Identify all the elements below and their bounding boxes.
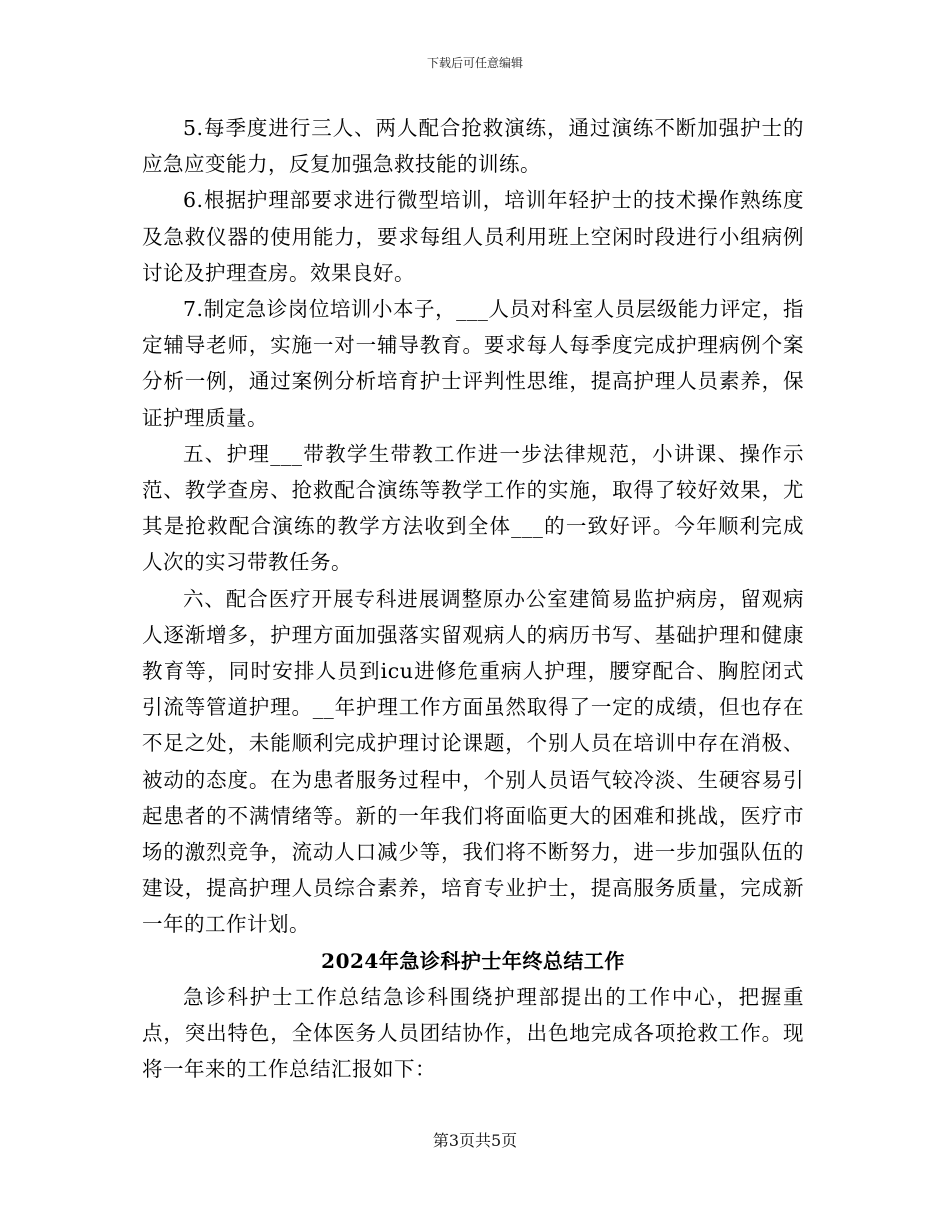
paragraph-section-6: 六、配合医疗开展专科进展调整原办公室建简易监护病房，留观病人逐渐增多，护理方面加强落实留观病人的病历书写、基础护理和健康教育等，同时安排人员到icu进修危重病人护理，腰穿配合、胸腔闭式引流等管道护理。__年护理工作方面虽然取得了一定的成绩，但也存在不足之处，未能顺利完成护理讨论课题，个别人员在培训中存在消极、被动的态度。在为患者服务过程中，个别人员语气较冷淡、生硬容易引起患者的不满情绪等。新的一年我们将面临更大的困难和挑战，医疗市场的激烈竞争，流动人口减少等，我们将不断努力，进一步加强队伍的建设，提高护理人员综合素养，培育专业护士，提高服务质量，完成新一年的工作计划。 [142,586,804,937]
page-number-footer: 第3页共5页 [432,1131,518,1150]
document-body [142,110,804,1087]
paragraph-item-5: 5.每季度进行三人、两人配合抢救演练，通过演练不断加强护士的应急应变能力，反复加强急救技能的训练。 [142,116,804,177]
paragraph-section-5: 五、护理___带教学生带教工作进一步法律规范，小讲课、操作示范、教学查房、抢救配合演练等教学工作的实施，取得了较好效果，尤其是抢救配合演练的教学方法收到全体___的一致好评。今年顺利完成人次的实习带教任务。 [142,441,804,575]
section-intro-paragraph: 急诊科护士工作总结急诊科围绕护理部提出的工作中心，把握重点，突出特色，全体医务人员团结协作，出色地完成各项抢救工作。现将一年来的工作总结汇报如下： [142,984,804,1082]
paragraph-item-7: 7.制定急诊岗位培训小本子，___人员对科室人员层级能力评定，指定辅导老师，实施一对一辅导教育。要求每人每季度完成护理病例个案分析一例，通过案例分析培育护士评判性思维，提高护理人员素养，保证护理质量。 [142,297,804,430]
page-header: 下载后可任意编辑 [426,56,523,70]
paragraph-item-6: 6.根据护理部要求进行微型培训，培训年轻护士的技术操作熟练度及急救仪器的使用能力，要求每组人员利用班上空闲时段进行小组病例讨论及护理查房。效果良好。 [142,188,804,285]
section-title: 2024年急诊科护士年终总结工作 [321,948,625,973]
